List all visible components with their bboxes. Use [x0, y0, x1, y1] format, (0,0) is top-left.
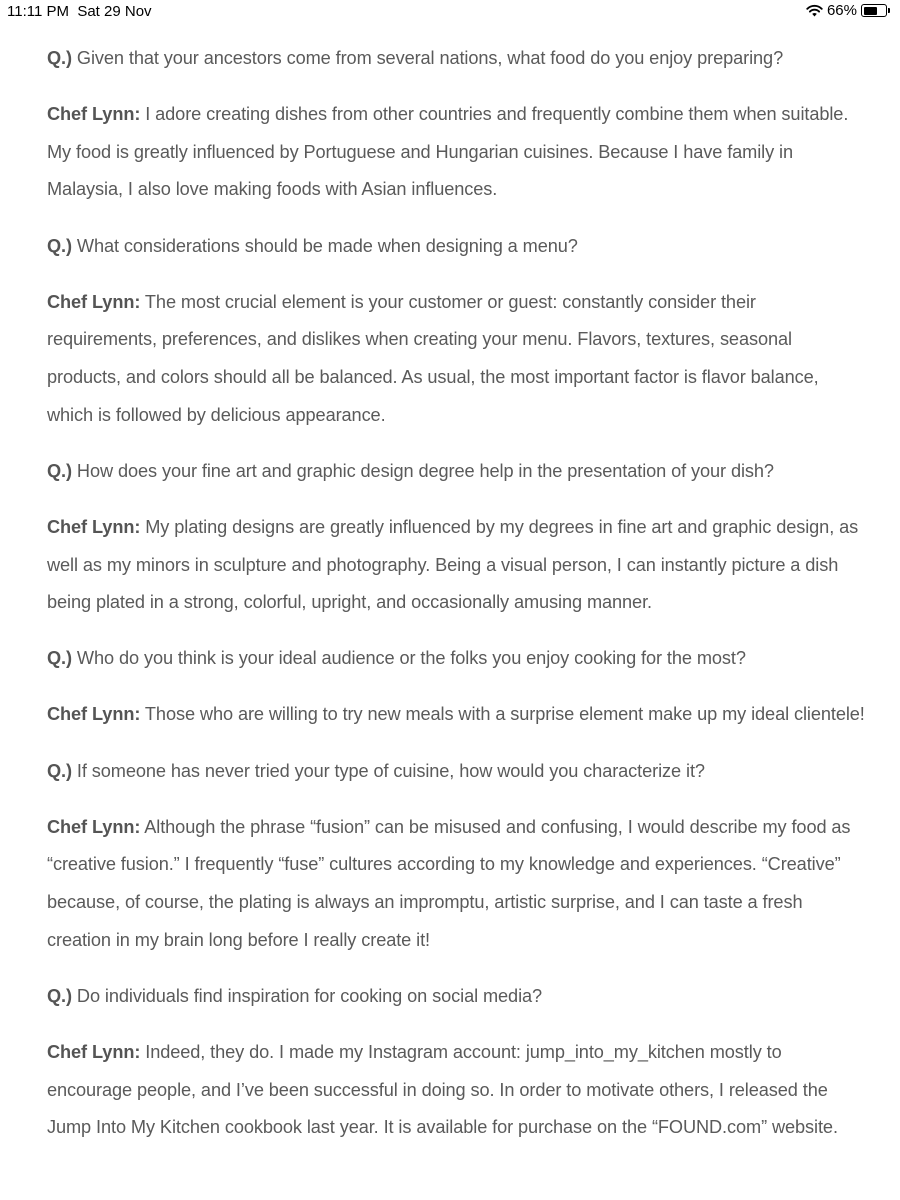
paragraph-text: How does your fine art and graphic design degree help in the presentation of your dish? — [71, 460, 774, 481]
speaker-label: Chef Lynn: — [47, 291, 141, 312]
status-bar — [0, 0, 900, 24]
question-paragraph — [47, 978, 867, 1016]
wifi-icon — [806, 4, 823, 17]
speaker-label: Chef Lynn: — [47, 816, 141, 837]
answer-paragraph — [47, 1034, 867, 1147]
answer-paragraph — [47, 284, 867, 434]
speaker-label: Chef Lynn: — [47, 516, 141, 537]
answer-paragraph — [47, 696, 867, 734]
question-label: Q.) — [47, 760, 72, 781]
question-paragraph — [47, 228, 867, 266]
battery-level-fill — [864, 7, 877, 15]
question-paragraph — [47, 453, 867, 491]
question-label: Q.) — [47, 985, 72, 1006]
question-label: Q.) — [47, 235, 72, 256]
battery-icon — [861, 4, 887, 17]
status-indicators — [806, 2, 890, 19]
paragraph-text: Do individuals find inspiration for cooking on social media? — [71, 985, 543, 1006]
paragraph-text: If someone has never tried your type of cuisine, how would you characterize it? — [71, 760, 705, 781]
answer-paragraph — [47, 96, 867, 209]
status-time-clock: 11:11 PM — [7, 3, 69, 20]
question-paragraph — [47, 640, 867, 678]
answer-paragraph — [47, 509, 867, 622]
paragraph-text: What considerations should be made when designing a menu? — [71, 235, 578, 256]
paragraph-text: Indeed, they do. I made my Instagram account: jump_into_my_kitchen mostly to encourage people, and I’ve been successful in doing so. In order to motivate others, I released the Jump Into My Kitchen cookbook last year. It is available for purchase on the “FOUND.com” website. — [47, 1042, 838, 1138]
battery-tip — [888, 8, 890, 13]
question-label: Q.) — [47, 48, 72, 68]
question-label: Q.) — [47, 460, 72, 481]
interview-article — [47, 40, 867, 1165]
question-label: Q.) — [47, 648, 72, 669]
paragraph-text: Given that your ancestors come from several nations, what food do you enjoy preparing? — [71, 48, 784, 68]
status-time — [7, 3, 152, 20]
battery-percent: 66% — [826, 2, 857, 19]
paragraph-text: Although the phrase “fusion” can be misused and confusing, I would describe my food as “creative fusion.” I frequently “fuse” cultures according to my knowledge and experiences. “Creative” because, of course, the plating is always an impromptu, artistic surprise, and I can taste a fresh creation in my brain long before I really create it! — [47, 816, 851, 950]
paragraph-text: Who do you think is your ideal audience or the folks you enjoy cooking for the most? — [71, 648, 746, 669]
question-paragraph — [47, 753, 867, 791]
speaker-label: Chef Lynn: — [47, 104, 141, 125]
paragraph-text: Those who are willing to try new meals with a surprise element make up my ideal clientele! — [140, 704, 865, 725]
answer-paragraph — [47, 809, 867, 959]
paragraph-text: I adore creating dishes from other countries and frequently combine them when suitable. My food is greatly influenced by Portuguese and Hungarian cuisines. Because I have family in Malaysia, I also love making foods with Asian influences. — [47, 104, 849, 200]
status-date: Sat 29 Nov — [77, 3, 152, 20]
question-paragraph — [47, 40, 867, 78]
paragraph-text: My plating designs are greatly influenced by my degrees in fine art and graphic design, as well as my minors in sculpture and photography. Being a visual person, I can instantly picture a dish being plated in a strong, colorful, upright, and occasionally amusing manner. — [47, 516, 859, 613]
speaker-label: Chef Lynn: — [47, 1042, 141, 1062]
speaker-label: Chef Lynn: — [47, 704, 141, 725]
paragraph-text: The most crucial element is your customer or guest: constantly consider their requirements, preferences, and dislikes when creating your menu. Flavors, textures, seasonal products, and colors should all be balanced. As usual, the most important factor is flavor balance, which is followed by delicious appearance. — [47, 291, 819, 425]
